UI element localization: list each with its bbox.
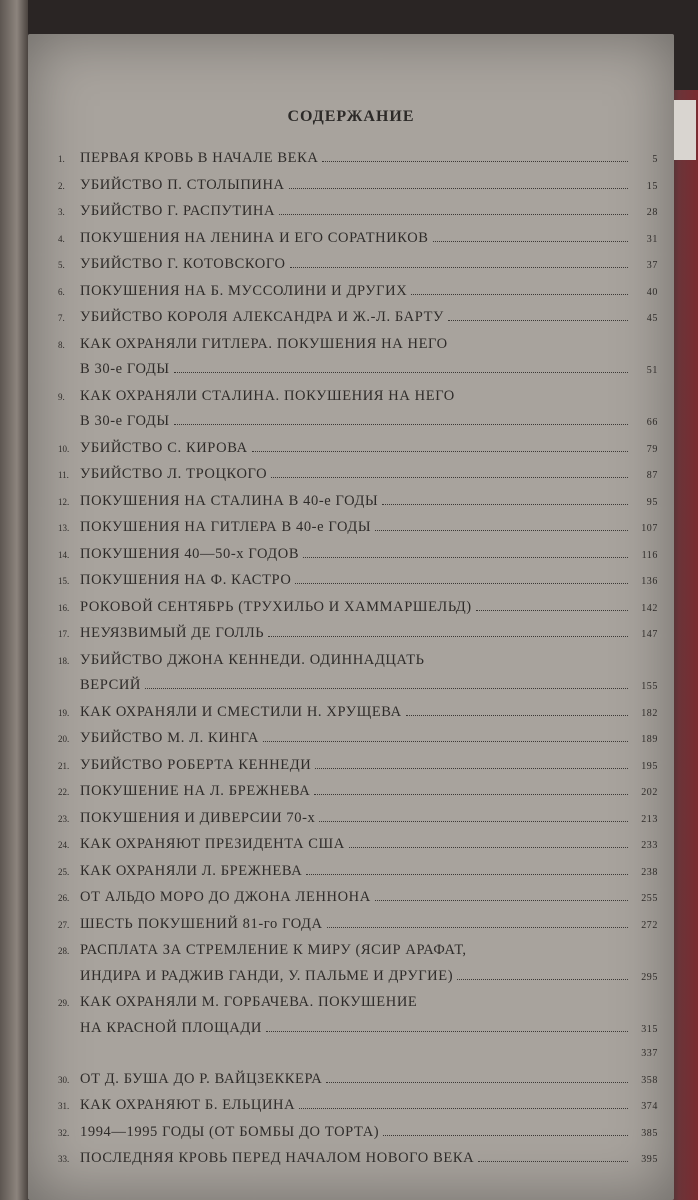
toc-entry <box>58 1093 658 1120</box>
toc-leader-dots <box>306 874 628 875</box>
toc-entry-line <box>58 305 658 332</box>
toc-leader-dots <box>349 847 628 848</box>
toc-entry <box>58 542 658 569</box>
toc-entry-number: 32. <box>58 1127 70 1138</box>
toc-entry-line <box>58 568 658 595</box>
toc-entry-title: ПОКУШЕНИЯ НА ЛЕНИНА И ЕГО СОРАТНИКОВ <box>80 229 429 246</box>
toc-entry-number: 9. <box>58 391 65 402</box>
toc-entry-line <box>58 779 658 806</box>
toc-entry-title: 1994—1995 ГОДЫ (ОТ БОМБЫ ДО ТОРТА) <box>80 1123 380 1140</box>
toc-entry-title: ПОКУШЕНИЯ НА Ф. КАСТРО <box>80 572 292 588</box>
toc-entry <box>58 806 658 833</box>
toc-entry-title: ИНДИРА И РАДЖИВ ГАНДИ, У. ПАЛЬМЕ И ДРУГИЕ) <box>80 967 454 984</box>
toc-entry <box>58 990 658 1067</box>
toc-entry <box>58 515 658 542</box>
toc-entry-number: 18. <box>58 655 70 666</box>
toc-page-number: 358 <box>641 1074 658 1086</box>
toc-leader-dots <box>326 1082 628 1083</box>
toc-entry-title: КАК ОХРАНЯЛИ М. ГОРБАЧЕВА. ПОКУШЕНИЕ <box>80 994 418 1010</box>
toc-leader-dots <box>268 636 628 637</box>
toc-entry-number: 3. <box>58 207 65 217</box>
toc-page-number: 233 <box>641 840 658 851</box>
toc-entry-title: УБИЙСТВО Г. КОТОВСКОГО <box>80 256 286 272</box>
toc-entry-number: 10. <box>58 443 70 454</box>
toc-page-number: 374 <box>641 1101 658 1112</box>
toc-entry <box>58 226 658 253</box>
toc-leader-dots <box>290 267 628 268</box>
toc-entry-line <box>58 726 658 753</box>
toc-entry-title: В 30-е ГОДЫ <box>80 413 170 429</box>
toc-leader-dots <box>263 741 628 742</box>
toc-entry <box>58 332 658 384</box>
toc-entry-number: 1. <box>58 154 65 164</box>
toc-entry <box>58 753 658 780</box>
toc-entry-title: ОТ Д. БУША ДО Р. ВАЙЦЗЕККЕРА <box>80 1070 323 1087</box>
toc-entry-line <box>58 332 658 358</box>
toc-entry <box>58 912 658 939</box>
toc-entry <box>58 384 658 436</box>
toc-entry-line <box>58 832 658 859</box>
toc-entry-title: КАК ОХРАНЯЛИ И СМЕСТИЛИ Н. ХРУЩЕВА <box>80 703 402 720</box>
toc-page-number: 147 <box>641 629 658 640</box>
toc-entry-title: УБИЙСТВО С. КИРОВА <box>80 439 248 456</box>
toc-entry-line <box>58 700 658 727</box>
toc-page-number: 31 <box>646 233 658 245</box>
toc-entry-number: 31. <box>58 1101 70 1111</box>
toc-entry-title: ПОКУШЕНИЕ НА Л. БРЕЖНЕВА <box>80 783 311 799</box>
toc-leader-dots <box>314 794 628 795</box>
toc-page-number: 87 <box>646 470 658 481</box>
toc-entry <box>58 832 658 859</box>
toc-entry-number: 27. <box>58 919 70 930</box>
toc-entry-title: ШЕСТЬ ПОКУШЕНИЙ 81-го ГОДА <box>80 915 323 932</box>
toc-entry-title: РАСПЛАТА ЗА СТРЕМЛЕНИЕ К МИРУ (ЯСИР АРАФАТ, <box>80 942 467 958</box>
toc-entry <box>58 305 658 332</box>
toc-entry-line <box>58 515 658 542</box>
toc-entry-number: 15. <box>58 576 70 586</box>
toc-entry <box>58 462 658 489</box>
toc-page-number: 189 <box>641 734 658 745</box>
toc-entry-number: 17. <box>58 629 70 639</box>
toc-entry-title: ПОКУШЕНИЯ НА Б. МУССОЛИНИ И ДРУГИХ <box>80 282 408 299</box>
toc-entry <box>58 568 658 595</box>
toc-page-number: 202 <box>641 787 658 798</box>
toc-entry-line <box>58 912 658 939</box>
toc-leader-dots <box>327 927 628 928</box>
toc-entry <box>58 279 658 306</box>
toc-page-number: 15 <box>646 180 658 192</box>
toc-entry-title: ВЕРСИЙ <box>80 677 141 693</box>
toc-leader-dots <box>457 979 628 980</box>
toc-page-number: 66 <box>646 417 658 428</box>
toc-leader-dots <box>433 241 628 242</box>
toc-entry-line <box>58 357 658 384</box>
toc-leader-dots <box>406 715 628 716</box>
toc-entry-title: УБИЙСТВО ДЖОНА КЕННЕДИ. ОДИННАДЦАТЬ <box>80 651 425 668</box>
toc-entry-number: 12. <box>58 496 70 507</box>
toc-entry-line <box>58 1093 658 1120</box>
toc-page-number: 315 <box>641 1023 658 1035</box>
toc-entry-title: НЕУЯЗВИМЫЙ ДЕ ГОЛЛЬ <box>80 625 265 641</box>
toc-leader-dots <box>375 900 628 901</box>
toc-entry-title: УБИЙСТВО РОБЕРТА КЕННЕДИ <box>80 756 312 773</box>
toc-leader-dots <box>411 294 628 295</box>
toc-entry-line <box>58 859 658 886</box>
toc-page-number: 155 <box>641 681 658 692</box>
toc-entry-number: 25. <box>58 866 70 877</box>
toc-page-number: 107 <box>641 523 658 534</box>
toc-entry-line <box>58 489 658 516</box>
toc-entry-line <box>58 384 658 410</box>
toc-entry-number: 14. <box>58 549 70 560</box>
toc-entry-number: 22. <box>58 787 70 797</box>
toc-page-number: 45 <box>646 313 658 324</box>
toc-leader-dots <box>174 424 628 425</box>
toc-entry-line <box>58 199 658 226</box>
toc-leader-dots <box>322 161 628 162</box>
toc-entry-title: УБИЙСТВО Л. ТРОЦКОГО <box>80 466 268 482</box>
toc-leader-dots <box>448 320 628 321</box>
toc-page-number: 195 <box>641 760 658 772</box>
toc-entry-title: КАК ОХРАНЯЛИ СТАЛИНА. ПОКУШЕНИЯ НА НЕГО <box>80 387 455 404</box>
toc-page-number: 116 <box>641 549 658 561</box>
toc-entry-title: ПОКУШЕНИЯ 40—50-х ГОДОВ <box>80 545 300 562</box>
toc-entry <box>58 700 658 727</box>
toc-entry <box>58 726 658 753</box>
toc-entry-number: 20. <box>58 734 70 744</box>
toc-entry-line <box>58 648 658 674</box>
toc-entry-number: 11. <box>58 470 69 480</box>
toc-entry <box>58 1120 658 1147</box>
toc-entry-title: УБИЙСТВО Г. РАСПУТИНА <box>80 203 276 219</box>
toc-entry-number: 28. <box>58 946 70 956</box>
toc-entry <box>58 436 658 463</box>
toc-leader-dots <box>295 583 628 584</box>
toc-entry-title: УБИЙСТВО П. СТОЛЫПИНА <box>80 176 285 193</box>
toc-entry-line <box>58 1016 658 1043</box>
toc-entry-line <box>58 146 658 173</box>
toc-entry-line <box>58 621 658 648</box>
toc-entry-line <box>58 173 658 200</box>
toc-entry-number: 13. <box>58 523 70 533</box>
book-page <box>28 34 674 1200</box>
toc-page-number: 385 <box>641 1127 658 1139</box>
toc-entry <box>58 648 658 700</box>
toc-entry-line <box>58 436 658 463</box>
toc-page-number: 272 <box>641 919 658 931</box>
toc-entry-number: 21. <box>58 760 70 771</box>
toc-entry <box>58 173 658 200</box>
toc-entry <box>58 779 658 806</box>
toc-entry <box>58 621 658 648</box>
toc-entry-title: КАК ОХРАНЯЛИ Л. БРЕЖНЕВА <box>80 862 303 879</box>
toc-entry-line <box>58 1067 658 1094</box>
toc-leader-dots <box>315 768 628 769</box>
toc-entry-title: НА КРАСНОЙ ПЛОЩАДИ <box>80 1019 262 1036</box>
toc-entry-line <box>58 806 658 833</box>
toc-entry <box>58 252 658 279</box>
toc-entry-number: 16. <box>58 602 70 613</box>
toc-leader-dots <box>145 688 628 689</box>
toc-page-number: 395 <box>641 1154 658 1165</box>
toc-page-number: 37 <box>646 260 658 271</box>
toc-entry-line <box>58 226 658 253</box>
toc-entry <box>58 146 658 173</box>
toc-page-number: 213 <box>641 813 658 825</box>
toc-entry-number: 6. <box>58 286 65 297</box>
toc-entry-title: КАК ОХРАНЯЛИ ГИТЛЕРА. ПОКУШЕНИЯ НА НЕГО <box>80 335 448 352</box>
toc-page-number: 255 <box>641 893 658 904</box>
toc-entry-line <box>58 753 658 780</box>
toc-entry-line <box>58 1120 658 1147</box>
toc-entry-number: 33. <box>58 1154 70 1164</box>
toc-entry-number: 8. <box>58 339 65 350</box>
toc-entry-line <box>58 595 658 622</box>
toc-leader-dots <box>289 188 628 189</box>
toc-entry-title: КАК ОХРАНЯЮТ ПРЕЗИДЕНТА США <box>80 836 345 852</box>
toc-leader-dots <box>299 1108 628 1109</box>
toc-entry-number: 2. <box>58 180 65 191</box>
toc-entry-number: 7. <box>58 313 65 323</box>
toc-entry-number: 19. <box>58 707 70 718</box>
toc-entry-title: ПОКУШЕНИЯ И ДИВЕРСИИ 70-х <box>80 809 316 826</box>
toc-entry-number: 24. <box>58 840 70 850</box>
toc-entry-title: ПОКУШЕНИЯ НА ГИТЛЕРА В 40-е ГОДЫ <box>80 519 372 535</box>
toc-leader-dots <box>303 557 628 558</box>
toc-page-number: 51 <box>646 365 658 376</box>
toc-page-number: 5 <box>652 154 658 165</box>
toc-entry-line <box>58 673 658 700</box>
toc-leader-dots <box>279 214 628 215</box>
toc-leader-dots <box>478 1161 628 1162</box>
toc-entry <box>58 885 658 912</box>
toc-page-number: 238 <box>641 866 658 878</box>
toc-entry <box>58 1146 658 1173</box>
toc-entry-number: 26. <box>58 893 70 903</box>
toc-entry-title: ОТ АЛЬДО МОРО ДО ДЖОНА ЛЕННОНА <box>80 889 371 905</box>
page-title: СОДЕРЖАНИЕ <box>287 108 415 125</box>
toc-leader-dots <box>375 530 628 531</box>
toc-leader-dots <box>252 451 628 452</box>
toc-entry <box>58 1067 658 1094</box>
toc-entry-title: КАК ОХРАНЯЮТ Б. ЕЛЬЦИНА <box>80 1097 296 1113</box>
toc-entry <box>58 595 658 622</box>
toc-page-number: 142 <box>641 602 658 614</box>
toc-entry-line <box>58 1042 658 1067</box>
toc-entry <box>58 859 658 886</box>
toc-page-number: 95 <box>646 496 658 508</box>
toc-entry-line <box>58 252 658 279</box>
toc-entry <box>58 199 658 226</box>
toc-entry <box>58 489 658 516</box>
toc-entry-number: 30. <box>58 1074 70 1085</box>
toc-leader-dots <box>476 610 628 611</box>
toc-entry-line <box>58 542 658 569</box>
toc-page-number: 28 <box>646 207 658 218</box>
toc-entry-title: В 30-е ГОДЫ <box>80 361 170 377</box>
toc-entry-line <box>58 964 658 991</box>
toc-entry-number: 29. <box>58 998 70 1008</box>
toc-entry-line <box>58 462 658 489</box>
toc-entry-title: ПОКУШЕНИЯ НА СТАЛИНА В 40-е ГОДЫ <box>80 492 379 509</box>
left-page-edge <box>0 0 28 1200</box>
toc-page-number: 136 <box>641 576 658 587</box>
toc-leader-dots <box>271 477 628 478</box>
toc-entry-title: ПЕРВАЯ КРОВЬ В НАЧАЛЕ ВЕКА <box>80 150 319 166</box>
toc-page-number: 295 <box>641 971 658 983</box>
toc-entry-line <box>58 938 658 964</box>
toc-page-number: 79 <box>646 443 658 455</box>
toc-entry <box>58 938 658 990</box>
toc-entry-title: УБИЙСТВО М. Л. КИНГА <box>80 730 259 746</box>
toc-entry-number: 4. <box>58 233 65 244</box>
toc-page-number: 337 <box>641 1048 658 1059</box>
toc-entry-title: УБИЙСТВО КОРОЛЯ АЛЕКСАНДРА И Ж.-Л. БАРТУ <box>80 309 444 325</box>
toc-leader-dots <box>319 821 628 822</box>
toc-page-number: 182 <box>641 707 658 719</box>
toc-entry-title: РОКОВОЙ СЕНТЯБРЬ (ТРУХИЛЬО И ХАММАРШЕЛЬД) <box>80 598 472 615</box>
toc-entry-line <box>58 990 658 1016</box>
table-of-contents <box>58 146 658 1173</box>
toc-leader-dots <box>383 1135 628 1136</box>
toc-entry-line <box>58 1146 658 1173</box>
toc-leader-dots <box>266 1031 628 1032</box>
toc-leader-dots <box>382 504 628 505</box>
toc-entry-number: 5. <box>58 260 65 270</box>
toc-entry-number: 23. <box>58 813 70 824</box>
toc-entry-line <box>58 885 658 912</box>
toc-entry-line <box>58 409 658 436</box>
toc-entry-line <box>58 279 658 306</box>
toc-entry-title: ПОСЛЕДНЯЯ КРОВЬ ПЕРЕД НАЧАЛОМ НОВОГО ВЕКА <box>80 1150 475 1166</box>
toc-leader-dots <box>174 372 628 373</box>
toc-page-number: 40 <box>646 286 658 298</box>
